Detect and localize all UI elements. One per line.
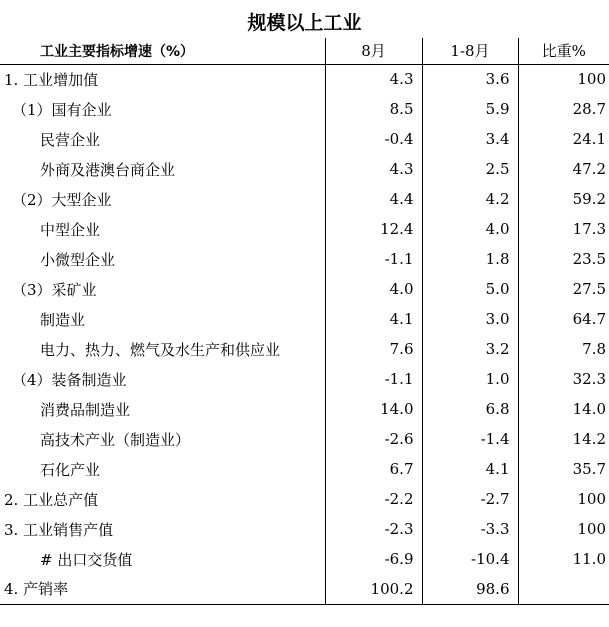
row-ytd-value: 5.9	[422, 94, 518, 124]
header-indicator: 工业主要指标增速（%）	[0, 38, 325, 64]
table-row	[0, 274, 609, 304]
row-label: （1）国有企业	[12, 100, 112, 119]
row-ytd-value: 1.0	[422, 364, 518, 394]
row-share-value: 64.7	[572, 310, 606, 328]
table-row	[0, 424, 609, 454]
row-share-value: 23.5	[572, 250, 606, 268]
row-month-value: 4.3	[325, 64, 422, 94]
table-row	[0, 364, 609, 394]
table-header-row	[0, 38, 609, 64]
row-month-value: 4.4	[325, 184, 422, 214]
row-share-value: 14.0	[572, 400, 606, 418]
row-month-value: -2.6	[325, 424, 422, 454]
row-ytd-value: 5.0	[422, 274, 518, 304]
row-month-value: 12.4	[325, 214, 422, 244]
row-share-value: 35.7	[572, 460, 606, 478]
row-label: 小微型企业	[40, 250, 116, 269]
row-label: 中型企业	[40, 220, 101, 239]
row-share-value: 100	[577, 520, 606, 538]
row-share-value: 100	[577, 70, 606, 89]
table-row	[0, 394, 609, 424]
row-month-value: -2.3	[325, 514, 422, 544]
row-label: （2）大型企业	[12, 190, 112, 209]
row-share-value: 7.8	[582, 340, 606, 358]
row-ytd-value: 1.8	[422, 244, 518, 274]
row-label: 制造业	[40, 310, 86, 329]
row-share-value: 17.3	[572, 220, 606, 238]
row-ytd-value: 4.0	[422, 214, 518, 244]
table-row	[0, 544, 609, 574]
row-ytd-value: -2.7	[422, 484, 518, 514]
industry-stats-table	[0, 38, 609, 605]
row-share-value: 32.3	[572, 370, 606, 388]
row-ytd-value: 6.8	[422, 394, 518, 424]
row-label: （4）装备制造业	[12, 370, 127, 389]
table-row	[0, 214, 609, 244]
row-ytd-value: 2.5	[422, 154, 518, 184]
row-ytd-value: 3.6	[422, 64, 518, 94]
row-label: 电力、热力、燃气及水生产和供应业	[40, 340, 281, 359]
table-row	[0, 124, 609, 154]
row-ytd-value: 3.0	[422, 304, 518, 334]
table-row	[0, 64, 609, 94]
row-ytd-value: -1.4	[422, 424, 518, 454]
row-month-value: 8.5	[325, 94, 422, 124]
table-row	[0, 484, 609, 514]
table-row	[0, 454, 609, 484]
row-month-value: -1.1	[325, 244, 422, 274]
row-month-value: -6.9	[325, 544, 422, 574]
row-share-value: 11.0	[572, 550, 606, 568]
row-month-value: 14.0	[325, 394, 422, 424]
row-month-value: -0.4	[325, 124, 422, 154]
row-ytd-value: -10.4	[422, 544, 518, 574]
header-month: 8月	[325, 38, 422, 64]
row-label: 外商及港澳台商企业	[40, 160, 176, 179]
table-row	[0, 304, 609, 334]
table-row	[0, 514, 609, 544]
row-label: # 出口交货值	[40, 550, 133, 569]
row-share-value: 14.2	[572, 430, 606, 448]
table-row	[0, 244, 609, 274]
row-month-value: 7.6	[325, 334, 422, 364]
table-row	[0, 184, 609, 214]
row-month-value: 4.1	[325, 304, 422, 334]
row-label: 1. 工业增加值	[4, 70, 99, 89]
row-label: （3）采矿业	[12, 280, 97, 299]
row-label: 4. 产销率	[0, 574, 325, 604]
table-row	[0, 94, 609, 124]
row-ytd-value: 3.2	[422, 334, 518, 364]
row-ytd-value: 4.2	[422, 184, 518, 214]
row-label: 2. 工业总产值	[4, 490, 99, 509]
row-month-value: 4.3	[325, 154, 422, 184]
row-month-value: -1.1	[325, 364, 422, 394]
header-year-to-date: 1-8月	[422, 38, 518, 64]
row-share-value: 47.2	[572, 160, 606, 178]
page-title: 规模以上工业	[247, 12, 362, 34]
row-share-value: 59.2	[572, 190, 606, 208]
row-month-value: 100.2	[325, 574, 422, 604]
row-ytd-value: 3.4	[422, 124, 518, 154]
row-share-value	[518, 574, 609, 604]
row-label: 石化产业	[40, 460, 101, 479]
row-label: 3. 工业销售产值	[4, 520, 114, 539]
row-month-value: -2.2	[325, 484, 422, 514]
row-ytd-value: 98.6	[422, 574, 518, 604]
row-share-value: 100	[577, 490, 606, 508]
row-share-value: 27.5	[572, 280, 606, 298]
row-month-value: 6.7	[325, 454, 422, 484]
table-body	[0, 64, 609, 604]
row-share-value: 28.7	[572, 100, 606, 118]
row-label: 高技术产业（制造业）	[40, 430, 191, 449]
table-row	[0, 334, 609, 364]
row-ytd-value: 4.1	[422, 454, 518, 484]
row-label: 民营企业	[40, 130, 101, 149]
row-ytd-value: -3.3	[422, 514, 518, 544]
row-month-value: 4.0	[325, 274, 422, 304]
row-share-value: 24.1	[572, 130, 606, 148]
table-row	[0, 154, 609, 184]
header-share: 比重%	[518, 38, 609, 64]
row-label: 消费品制造业	[40, 400, 131, 419]
table-row	[0, 574, 609, 604]
